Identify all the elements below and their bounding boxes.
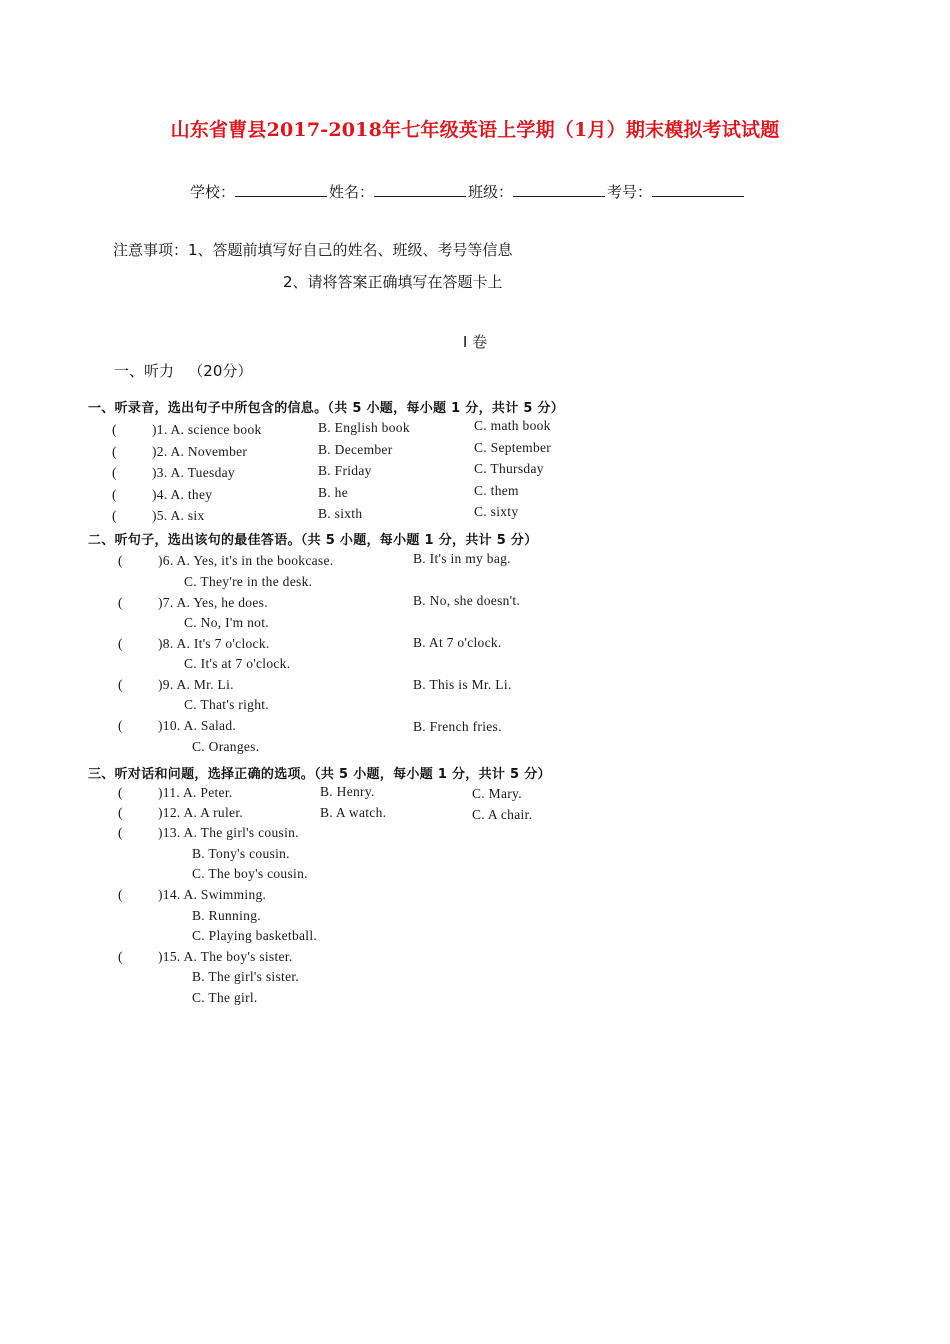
answer-paren[interactable]: (	[118, 595, 123, 610]
option-3c: C. Thursday	[474, 461, 544, 476]
option-5c: C. sixty	[474, 504, 519, 519]
answer-paren[interactable]: (	[118, 887, 123, 902]
part-heading: 一、听力 （20分）	[114, 362, 253, 380]
option-3b: B. Friday	[318, 463, 372, 478]
option-2c: C. September	[474, 440, 552, 455]
answer-paren[interactable]: (	[112, 422, 117, 437]
option-7b: B. No, she doesn't.	[413, 593, 521, 608]
answer-paren[interactable]: (	[118, 553, 123, 568]
question-1: )1. A. science book	[152, 422, 262, 437]
option-14c: C. Playing basketball.	[192, 928, 318, 943]
question-5: )5. A. six	[152, 508, 205, 523]
question-8: )8. A. It's 7 o'clock.	[158, 636, 270, 651]
option-13b: B. Tony's cousin.	[192, 846, 290, 861]
option-6b: B. It's in my bag.	[413, 551, 511, 566]
answer-paren[interactable]: (	[118, 825, 123, 840]
option-8c: C. It's at 7 o'clock.	[184, 656, 291, 671]
option-11c: C. Mary.	[472, 786, 522, 801]
answer-paren[interactable]: (	[118, 677, 123, 692]
option-11b: B. Henry.	[320, 784, 375, 799]
name-label: 姓名：	[329, 183, 375, 201]
option-12b: B. A watch.	[320, 805, 387, 820]
answer-paren[interactable]: (	[112, 465, 117, 480]
answer-paren[interactable]: (	[118, 636, 123, 651]
question-3: )3. A. Tuesday	[152, 465, 235, 480]
option-10b: B. French fries.	[413, 719, 502, 734]
option-6c: C. They're in the desk.	[184, 574, 313, 589]
answer-paren[interactable]: (	[112, 487, 117, 502]
option-1b: B. English book	[318, 420, 410, 435]
question-4: )4. A. they	[152, 487, 213, 502]
name-field[interactable]	[374, 182, 466, 197]
class-label: 班级：	[468, 183, 514, 201]
option-10c: C. Oranges.	[192, 739, 260, 754]
option-9b: B. This is Mr. Li.	[413, 677, 512, 692]
answer-paren[interactable]: (	[118, 949, 123, 964]
option-9c: C. That's right.	[184, 697, 269, 712]
section-heading-1: 一、听录音，选出句子中所包含的信息。（共 5 小题，每小题 1 分，共计 5 分）	[88, 401, 565, 416]
class-field[interactable]	[513, 182, 605, 197]
question-7: )7. A. Yes, he does.	[158, 595, 268, 610]
section-heading-3: 三、听对话和问题，选择正确的选项。（共 5 小题，每小题 1 分，共计 5 分）	[88, 767, 551, 782]
question-15: )15. A. The boy's sister.	[158, 949, 293, 964]
number-label: 考号：	[607, 183, 653, 201]
student-info-line	[190, 181, 746, 202]
answer-paren[interactable]: (	[112, 508, 117, 523]
question-2: )2. A. November	[152, 444, 248, 459]
option-4b: B. he	[318, 485, 348, 500]
option-2b: B. December	[318, 442, 393, 457]
option-5b: B. sixth	[318, 506, 363, 521]
answer-paren[interactable]: (	[118, 805, 123, 820]
question-9: )9. A. Mr. Li.	[158, 677, 234, 692]
note-line-1: 注意事项：1、答题前填写好自己的姓名、班级、考号等信息	[113, 241, 513, 259]
question-14: )14. A. Swimming.	[158, 887, 267, 902]
page-title: 山东省曹县2017-2018年七年级英语上学期（1月）期末模拟考试试题	[170, 119, 780, 141]
option-1c: C. math book	[474, 418, 551, 433]
school-label: 学校：	[190, 183, 236, 201]
answer-paren[interactable]: (	[112, 444, 117, 459]
option-7c: C. No, I'm not.	[184, 615, 269, 630]
answer-paren[interactable]: (	[118, 718, 123, 733]
question-10: )10. A. Salad.	[158, 718, 237, 733]
note-line-2: 2、请将答案正确填写在答题卡上	[283, 273, 503, 291]
answer-paren[interactable]: (	[118, 785, 123, 800]
option-15c: C. The girl.	[192, 990, 258, 1005]
question-11: )11. A. Peter.	[158, 785, 233, 800]
volume-heading: I 卷	[462, 333, 488, 351]
question-6: )6. A. Yes, it's in the bookcase.	[158, 553, 334, 568]
option-8b: B. At 7 o'clock.	[413, 635, 502, 650]
option-15b: B. The girl's sister.	[192, 969, 300, 984]
school-field[interactable]	[235, 182, 327, 197]
option-4c: C. them	[474, 483, 519, 498]
question-12: )12. A. A ruler.	[158, 805, 244, 820]
option-13c: C. The boy's cousin.	[192, 866, 308, 881]
option-12c: C. A chair.	[472, 807, 533, 822]
option-14b: B. Running.	[192, 908, 261, 923]
section-heading-2: 二、听句子，选出该句的最佳答语。（共 5 小题，每小题 1 分，共计 5 分）	[88, 533, 538, 548]
question-13: )13. A. The girl's cousin.	[158, 825, 299, 840]
number-field[interactable]	[652, 182, 744, 197]
